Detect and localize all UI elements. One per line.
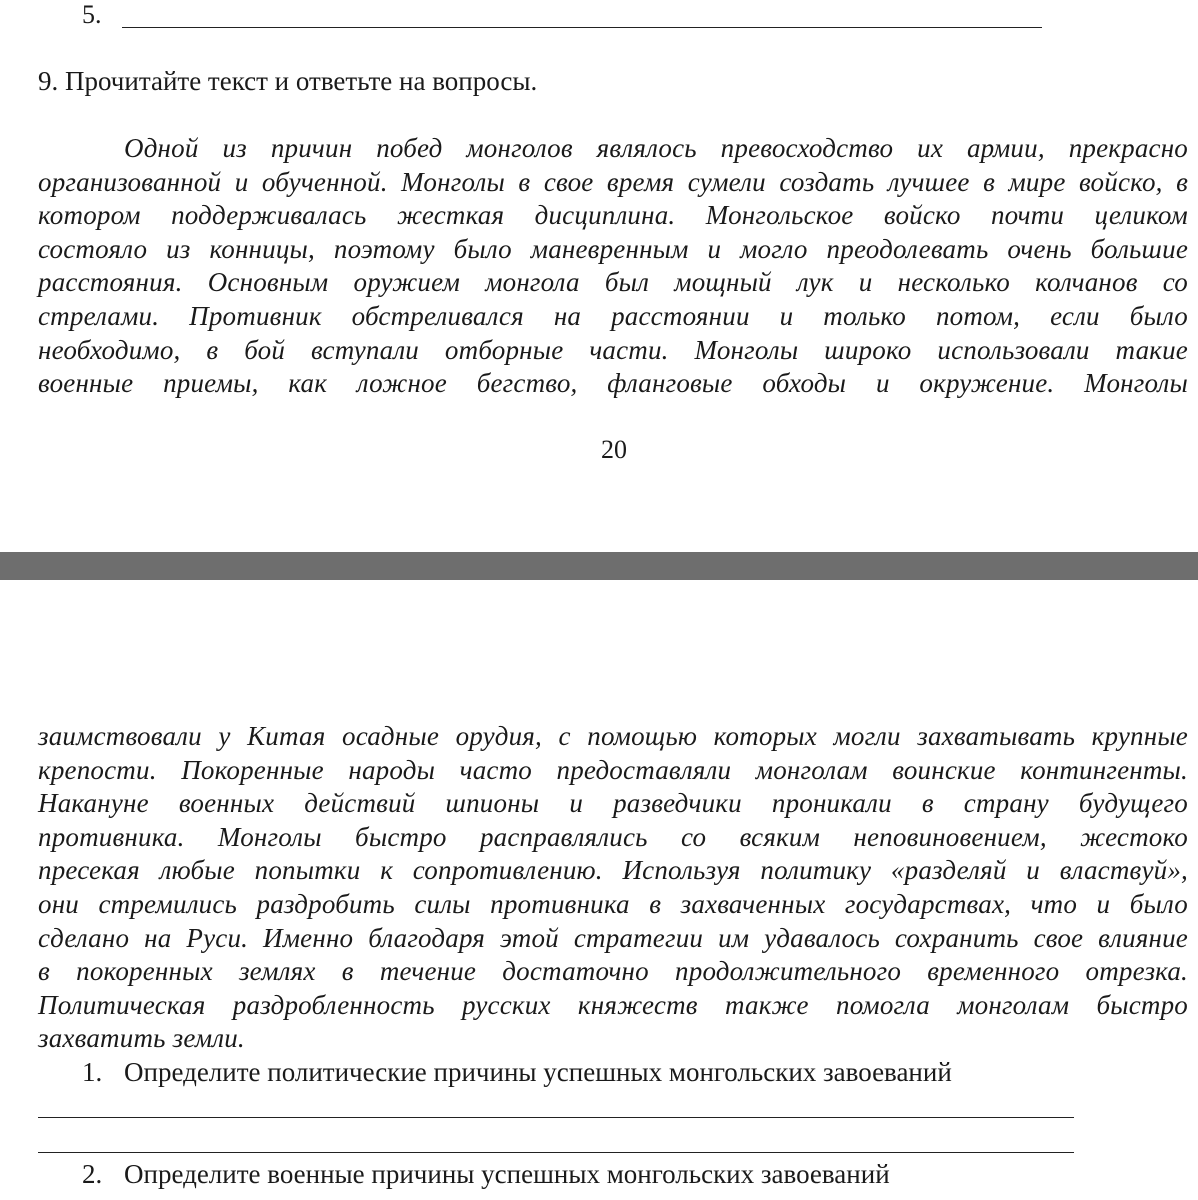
text-line: необходимо, в бой вступали отборные части. Монголы широко использовали такие [38, 334, 1188, 365]
question-1-number: 1. [82, 1057, 103, 1087]
text-line: пресекая любые попытки к сопротивлению. Используя политику «разделяй и властвуй», [38, 855, 1188, 886]
text-line: заимствовали у Китая осадные орудия, с помощью которых могли захватывать крупные [38, 721, 1188, 751]
text-line: расстояния. Основным оружием монгола был мощный лук и несколько колчанов со [38, 267, 1188, 298]
text-line: котором поддерживалась жесткая дисциплина. Монгольское войско почти целиком [38, 200, 1188, 231]
item-5-answer-line [122, 27, 1042, 28]
question-2-number: 2. [82, 1159, 103, 1189]
reading-text-part-1 [38, 132, 1188, 401]
page-separator [0, 552, 1198, 580]
text-line: Одной из причин побед монголов являлось превосходство их армии, прекрасно [124, 133, 1188, 163]
item-5-number: 5. [82, 0, 102, 29]
text-line: Накануне военных действий шпионы и разведчики проникали в страну будущего [38, 788, 1188, 819]
page-number: 20 [601, 435, 627, 464]
text-line: стрелами. Противник обстреливался на расстоянии и только потом, если было [38, 300, 1188, 331]
question-2-text: Определите военные причины успешных монгольских завоеваний [124, 1159, 890, 1189]
text-line: сделано на Руси. Именно благодаря этой стратегии им удавалось сохранить свое влияние [38, 922, 1188, 953]
text-line: организованной и обученной. Монголы в свое время сумели создать лучшее в мире войско, в [38, 166, 1188, 197]
document-page-top [0, 0, 1198, 552]
question-1-text: Определите политические причины успешных монгольских завоеваний [124, 1057, 952, 1087]
text-line: крепости. Покоренные народы часто предоставляли монголам воинские контингенты. [38, 754, 1188, 785]
text-line: они стремились раздробить силы противника в захваченных государствах, что и было [38, 888, 1188, 919]
task-title: 9. Прочитайте текст и ответьте на вопросы. [38, 66, 538, 96]
reading-text-part-2 [38, 720, 1188, 1056]
text-line: противника. Монголы быстро расправлялись со всяким неповиновением, жестоко [38, 821, 1188, 852]
text-line: в покоренных землях в течение достаточно продолжительного временного отрезка. [38, 956, 1188, 987]
question-1-answer-line[interactable] [38, 1117, 1074, 1118]
text-line: захватить земли. [38, 1023, 245, 1054]
text-line: Политическая раздробленность русских княжеств также помогла монголам быстро [38, 989, 1188, 1020]
question-1-answer-line[interactable] [38, 1152, 1074, 1153]
text-line: военные приемы, как ложное бегство, фланговые обходы и окружение. Монголы [38, 368, 1188, 399]
text-line: состояло из конницы, поэтому было маневренным и могло преодолевать очень большие [38, 233, 1188, 264]
